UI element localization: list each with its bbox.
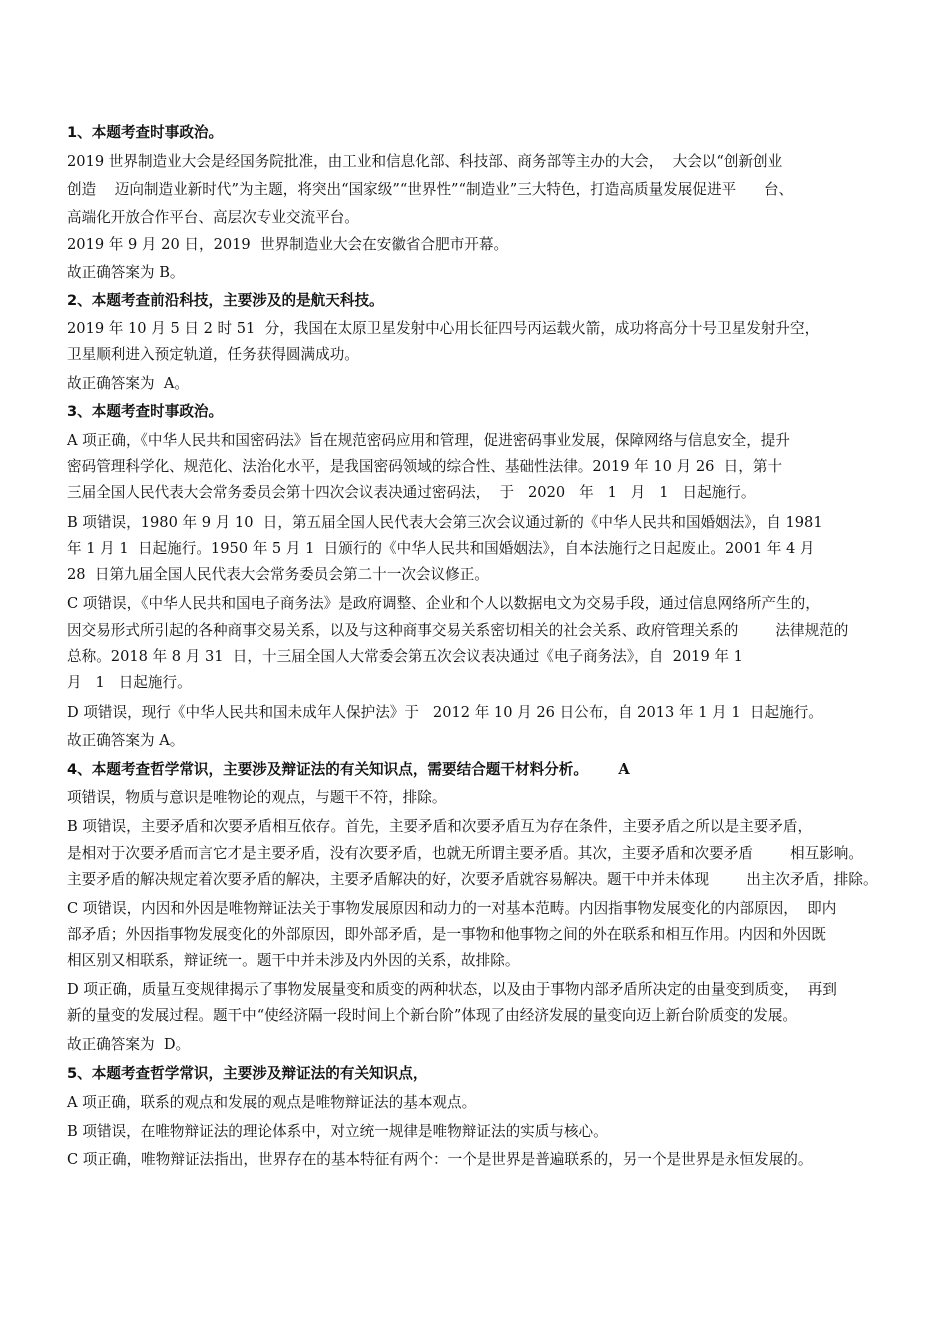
section-3-line: 28 日第九届全国人民代表大会常务委员会第二十一次会议修正。 — [67, 566, 489, 583]
section-1-answer: 故正确答案为 B。 — [67, 264, 185, 281]
section-4-line: 新的量变的发展过程。题干中“使经济隔一段时间上个新台阶”体现了由经济发展的量变向迈上新台阶质变的发展。 — [67, 1007, 798, 1024]
section-3-line: 密码管理科学化、规范化、法治化水平，是我国密码领域的综合性、基础性法律。2019 年 10 月 26 日，第十 — [67, 458, 783, 475]
section-4-title: 、本题考查哲学常识，主要涉及辩证法的有关知识点，需要结合题干材料分析。 A — [77, 761, 630, 778]
section-4-number: 4 — [67, 761, 78, 778]
section-4-line: D 项正确，质量互变规律揭示了事物发展量变和质变的两种状态，以及由于事物内部矛盾所决定的由量变到质变， 再到 — [67, 981, 837, 998]
section-1-title: 、本题考查时事政治。 — [77, 124, 224, 141]
section-5-line: B 项错误，在唯物辩证法的理论体系中，对立统一规律是唯物辩证法的实质与核心。 — [67, 1123, 608, 1140]
section-2-answer: 故正确答案为 A。 — [67, 375, 189, 392]
section-4-line: B 项错误，主要矛盾和次要矛盾相互依存。首先，主要矛盾和次要矛盾互为存在条件，主要矛盾之所以是主要矛盾， — [67, 818, 813, 835]
section-4-answer: 故正确答案为 D。 — [67, 1036, 191, 1053]
section-3-line: D 项错误，现行《中华人民共和国未成年人保护法》于 2012 年 10 月 26 日公布，自 2013 年 1 月 1 日起施行。 — [67, 704, 823, 721]
section-3-line: 三届全国人民代表大会常务委员会第十四次会议表决通过密码法， 于 2020 年 1 月 1 日起施行。 — [67, 484, 756, 501]
section-3-line: 年 1 月 1 日起施行。1950 年 5 月 1 日颁行的《中华人民共和国婚姻法》，自本法施行之日起废止。2001 年 4 月 — [67, 540, 815, 557]
section-1-line: 2019 世界制造业大会是经国务院批准，由工业和信息化部、科技部、商务部等主办的大会， 大会以“创新创业 — [67, 153, 783, 170]
section-2-number: 2 — [67, 292, 78, 309]
section-5-line: A 项正确，联系的观点和发展的观点是唯物辩证法的基本观点。 — [67, 1094, 477, 1111]
section-3-heading — [67, 403, 223, 421]
section-4-line: C 项错误，内因和外因是唯物辩证法关于事物发展原因和动力的一对基本范畴。内因指事物发展变化的内部原因， 即内 — [67, 900, 837, 917]
section-1-heading — [67, 124, 223, 142]
section-4-line: 部矛盾；外因指事物发展变化的外部原因，即外部矛盾，是一事物和他事物之间的外在联系和相互作用。内因和外因既 — [67, 926, 826, 943]
section-4-heading — [67, 761, 630, 779]
section-5-number: 5 — [67, 1065, 78, 1082]
section-3-line: B 项错误，1980 年 9 月 10 日，第五届全国人民代表大会第三次会议通过新的《中华人民共和国婚姻法》，自 1981 — [67, 514, 823, 531]
section-1-line: 2019 年 9 月 20 日，2019 世界制造业大会在安徽省合肥市开幕。 — [67, 236, 509, 253]
section-4-line: 是相对于次要矛盾而言它才是主要矛盾，没有次要矛盾，也就无所谓主要矛盾。其次，主要矛盾和次要矛盾 相互影响。 — [67, 845, 863, 862]
section-4-line: 主要矛盾的解决规定着次要矛盾的解决，主要矛盾解决的好，次要矛盾就容易解决。题干中并未体现 出主次矛盾，排除。 — [67, 871, 878, 888]
section-3-line: C 项错误，《中华人民共和国电子商务法》是政府调整、企业和个人以数据电文为交易手段，通过信息网络所产生的， — [67, 595, 820, 612]
section-5-line: C 项正确，唯物辩证法指出，世界存在的基本特征有两个：一个是世界是普遍联系的，另一个是世界是永恒发展的。 — [67, 1151, 813, 1168]
section-2-line: 2019 年 10 月 5 日 2 时 51 分，我国在太原卫星发射中心用长征四号丙运载火箭，成功将高分十号卫星发射升空， — [67, 320, 820, 337]
section-5-title: 、本题考查哲学常识，主要涉及辩证法的有关知识点， — [77, 1065, 428, 1082]
section-1-line: 创造 迈向制造业新时代”为主题，将突出“国家级”“世界性”“制造业”三大特色，打造高质量发展促进平 台、 — [67, 181, 794, 198]
section-3-number: 3 — [67, 403, 78, 420]
section-3-line: 月 1 日起施行。 — [67, 674, 192, 691]
section-2-title: 、本题考查前沿科技，主要涉及的是航天科技。 — [77, 292, 384, 309]
section-1-line: 高端化开放合作平台、高层次专业交流平台。 — [67, 209, 359, 226]
section-3-answer: 故正确答案为 A。 — [67, 732, 185, 749]
section-3-title: 、本题考查时事政治。 — [77, 403, 224, 420]
section-4-line: 项错误，物质与意识是唯物论的观点，与题干不符，排除。 — [67, 789, 447, 806]
section-4-line: 相区别又相联系，辩证统一。题干中并未涉及内外因的关系，故排除。 — [67, 952, 520, 969]
section-3-line: A 项正确，《中华人民共和国密码法》旨在规范密码应用和管理，促进密码事业发展，保障网络与信息安全，提升 — [67, 432, 790, 449]
section-2-line: 卫星顺利进入预定轨道，任务获得圆满成功。 — [67, 346, 359, 363]
section-3-line: 总称。2018 年 8 月 31 日，十三届全国人大常委会第五次会议表决通过《电子商务法》，自 2019 年 1 — [67, 648, 743, 665]
section-2-heading — [67, 292, 384, 310]
section-1-number: 1 — [67, 124, 78, 141]
section-3-line: 因交易形式所引起的各种商事交易关系，以及与这种商事交易关系密切相关的社会关系、政府管理关系的 法律规范的 — [67, 622, 849, 639]
section-5-heading — [67, 1065, 427, 1083]
